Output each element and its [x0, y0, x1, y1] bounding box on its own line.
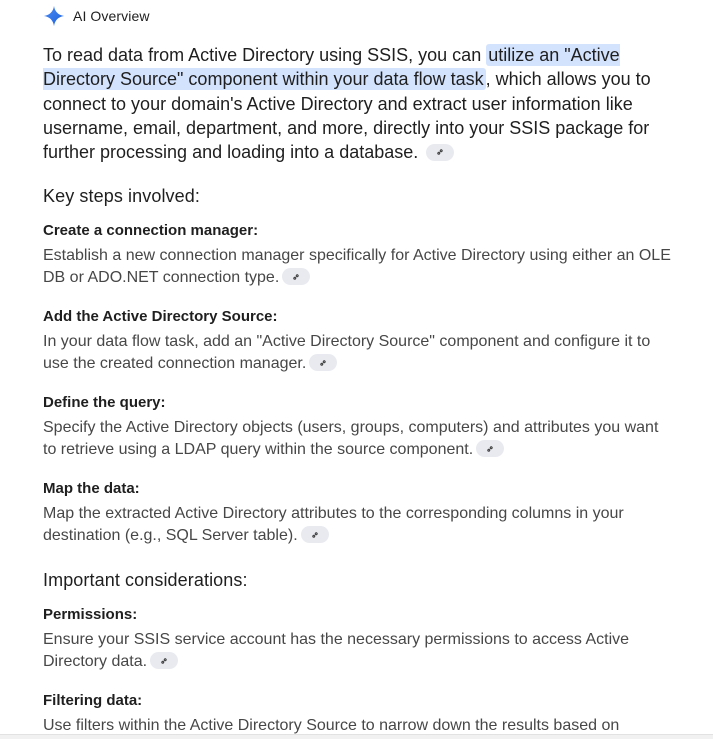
intro-text-before: To read data from Active Directory using SSIS, you can [43, 45, 487, 65]
ai-overview-header [43, 5, 150, 27]
step-title: Create a connection manager: [43, 222, 259, 239]
consideration-body [43, 715, 673, 735]
intro-text-after: , which allows you to connect to your domain's Active Directory and extract user information like username, email, department, and more, directly into your SSIS package for further processing and loading into a database. [43, 69, 651, 163]
link-icon [435, 147, 445, 157]
step-body-text: Map the extracted Active Directory attributes to the corresponding columns in your destination (e.g., SQL Server table). [43, 505, 624, 544]
step-title: Define the query: [43, 394, 166, 411]
step-body-text: Specify the Active Directory objects (users, groups, computers) and attributes you want to retrieve using a LDAP query within the source component. [43, 419, 659, 458]
link-icon [310, 530, 320, 540]
intro-paragraph [43, 43, 673, 164]
step-body [43, 331, 673, 375]
consideration-body-text: Ensure your SSIS service account has the necessary permissions to access Active Directory data. [43, 631, 630, 670]
link-icon [318, 358, 328, 368]
step-title: Add the Active Directory Source: [43, 308, 278, 325]
source-link-chip[interactable] [476, 440, 504, 457]
gemini-sparkle-icon [43, 5, 65, 27]
step-title: Map the data: [43, 480, 140, 497]
source-link-chip[interactable] [426, 144, 454, 161]
panel-bottom-divider [0, 734, 713, 739]
consideration-body-text: Use filters within the Active Directory Source to narrow down the results based on [43, 717, 620, 734]
step-body-text: In your data flow task, add an "Active Directory Source" component and configure it to use the created connection manager. [43, 333, 651, 372]
source-link-chip[interactable] [282, 268, 310, 285]
key-steps-heading: Key steps involved: [43, 186, 200, 206]
consideration-body [43, 629, 673, 673]
step-body [43, 245, 673, 289]
consideration-title: Permissions: [43, 606, 138, 623]
link-icon [159, 656, 169, 666]
consideration-title: Filtering data: [43, 692, 143, 709]
considerations-heading: Important considerations: [43, 570, 248, 590]
ai-overview-title: AI Overview [73, 8, 150, 24]
link-icon [485, 444, 495, 454]
intro-highlight[interactable]: utilize an "Active Directory Source" component within your data flow task [43, 45, 620, 90]
source-link-chip[interactable] [150, 652, 178, 669]
step-body [43, 417, 673, 461]
step-body [43, 503, 673, 547]
source-link-chip[interactable] [301, 526, 329, 543]
source-link-chip[interactable] [309, 354, 337, 371]
step-body-text: Establish a new connection manager specifically for Active Directory using either an OLE DB or ADO.NET connection type. [43, 247, 671, 286]
link-icon [291, 272, 301, 282]
